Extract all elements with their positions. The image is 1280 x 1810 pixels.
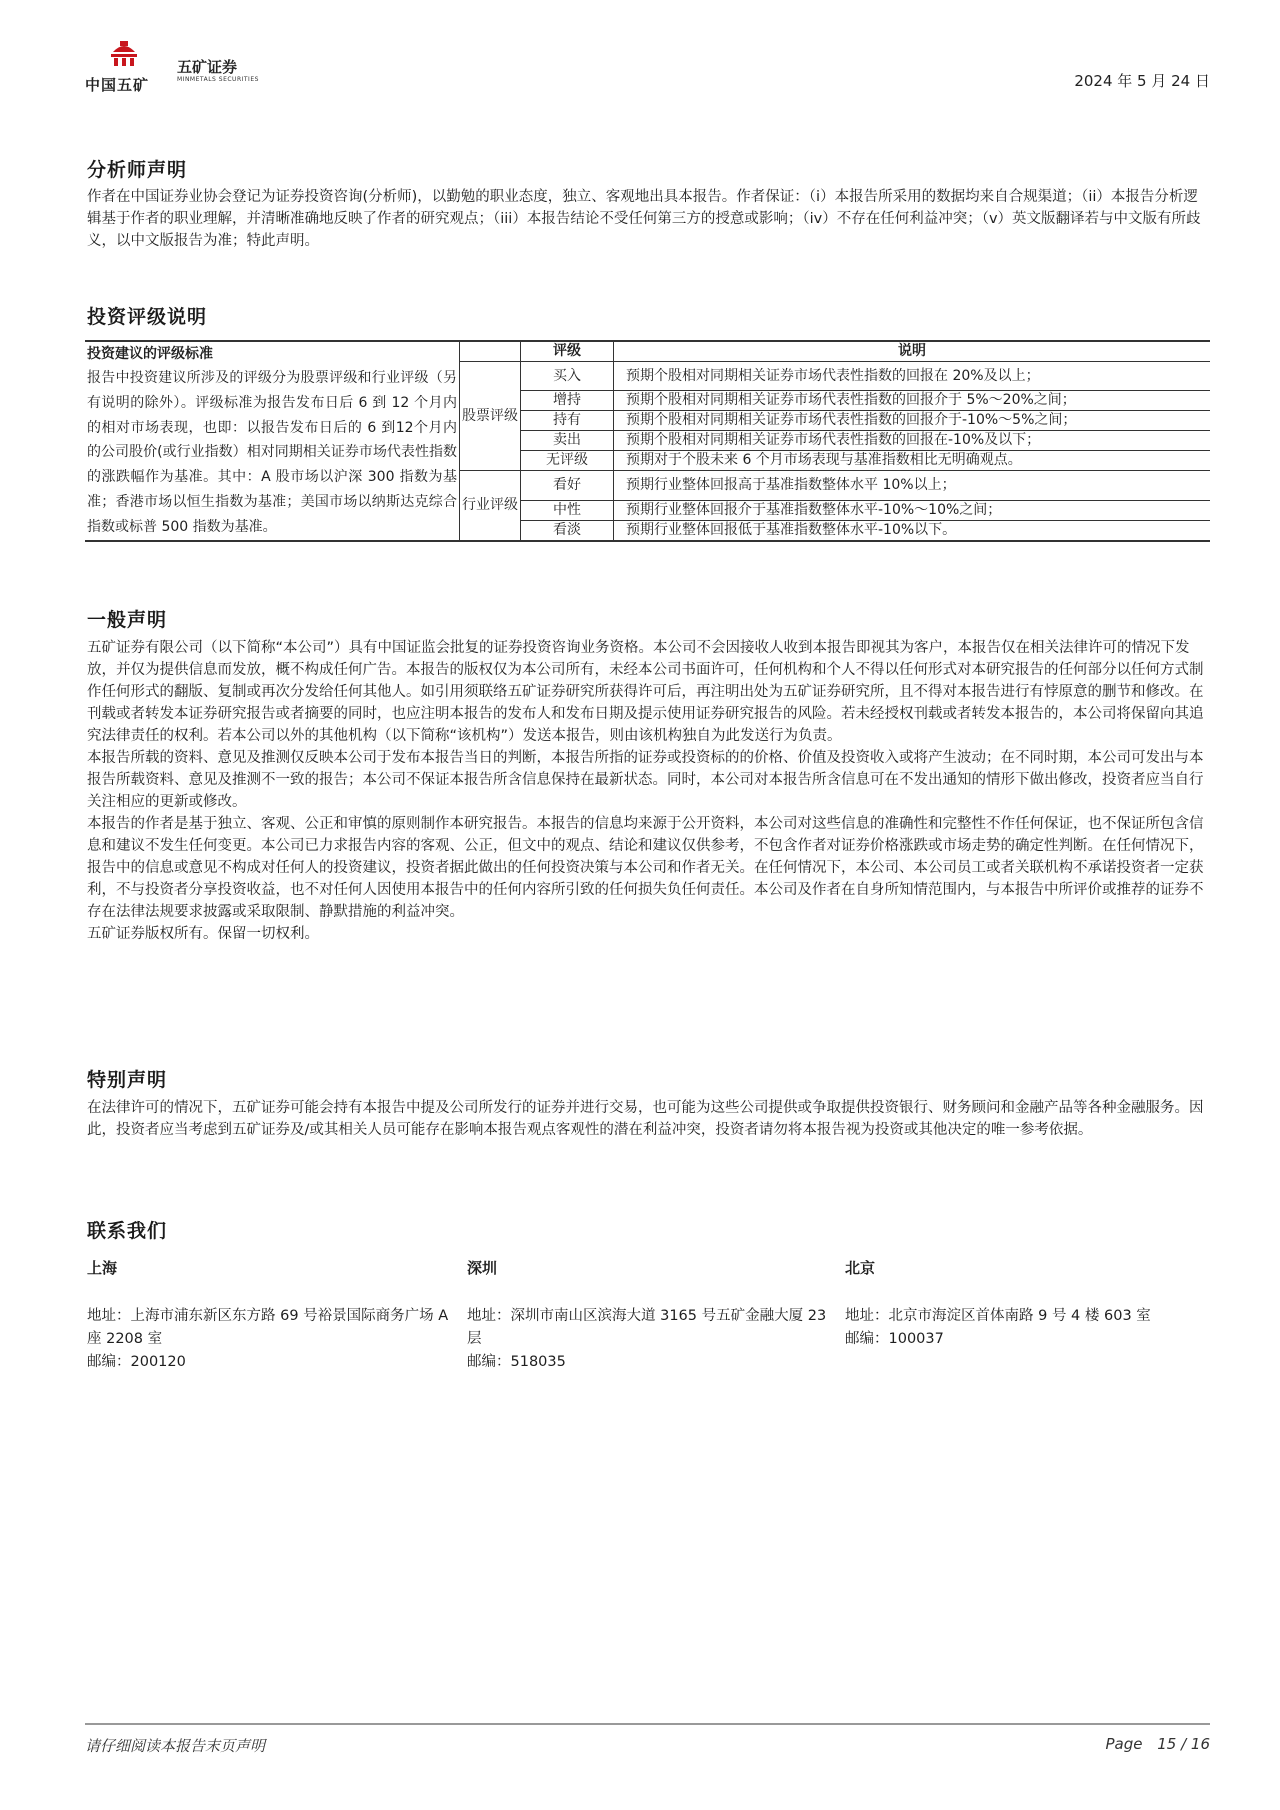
rating-standard-heading: 投资建议的评级标准 [87,346,213,362]
general-statement-title: 一般声明 [87,609,168,631]
rating-level: 增持 [521,391,614,411]
rating-description: 预期个股相对同期相关证券市场代表性指数的回报在-10%及以下； [614,431,1211,451]
rating-level: 持有 [521,411,614,431]
office-zip: 邮编：518035 [467,1354,566,1370]
rating-standard-body: 报告中投资建议所涉及的评级分为股票评级和行业评级（另有说明的除外）。评级标准为报告发布日后 6 到 12 个月内的相对市场表现，也即：以报告发布日后的 6 到12个月内的公司股价(或行业指数）相对同期相关证券市场代表性指数的涨跌幅作为基准。其中：A 股市场以沪深 300 指数为基准；香港市场以恒生指数为基准；美国市场以纳斯达克综合指数或标普 500 指数为基准。 [87,370,457,535]
footer-divider [85,1723,1210,1725]
office-zip: 邮编：100037 [845,1331,944,1347]
page-header [85,38,1210,108]
rating-description: 预期个股相对同期相关证券市场代表性指数的回报介于-10%～5%之间； [614,411,1211,431]
office-address: 地址：北京市海淀区首体南路 9 号 4 楼 603 室 [845,1308,1151,1324]
logo-subtitle: MINMETALS SECURITIES [177,76,259,83]
category-header [460,341,521,362]
level-header: 评级 [521,341,614,362]
office-zip: 邮编：200120 [87,1354,186,1370]
rating-level: 中性 [521,500,614,520]
general-paragraph: 本报告所载的资料、意见及推测仅反映本公司于发布本报告当日的判断，本报告所指的证券或投资标的的价格、价值及投资收入或将产生波动；在不同时期，本公司可发出与本报告所载资料、意见及推测不一致的报告；本公司不保证本报告所含信息保持在最新状态。同时，本公司对本报告所含信息可在不发出通知的情形下做出修改，投资者应当自行关注相应的更新或修改。 [87,750,1204,810]
logo-text-cn: 中国五矿 [85,76,150,94]
industry-rating-label: 行业评级 [460,471,521,541]
office-address: 地址：深圳市南山区滨海大道 3165 号五矿金融大厦 23 层 [467,1308,827,1347]
footer-note: 请仔细阅读本报告末页声明 [85,1737,266,1755]
general-paragraph: 五矿证券版权所有。保留一切权利。 [87,926,319,942]
rating-description: 预期行业整体回报高于基准指数整体水平 10%以上； [614,471,1211,500]
analyst-statement-title: 分析师声明 [87,159,188,181]
rating-standard-cell [85,341,460,541]
special-statement-text: 在法律许可的情况下，五矿证券可能会持有本报告中提及公司所发行的证券并进行交易，也可能为这些公司提供或争取提供投资银行、财务顾问和金融产品等各种金融服务。因此，投资者应当考虑到五矿证券及/或其相关人员可能存在影响本报告观点客观性的潜在利益冲突，投资者请勿将本报告视为投资或其他决定的唯一参考依据。 [87,1100,1204,1138]
page-number [1095,1735,1210,1753]
office-city: 北京 [845,1259,876,1277]
page-label: Page [1105,1735,1143,1753]
rating-description: 预期个股相对同期相关证券市场代表性指数的回报介于 5%～20%之间； [614,391,1211,411]
description-header: 说明 [614,341,1211,362]
general-statement-text [87,637,1207,945]
rating-description: 预期行业整体回报介于基准指数整体水平-10%～10%之间； [614,500,1211,520]
office-beijing [845,1257,1210,1351]
rating-table [85,340,1210,542]
office-address: 地址：上海市浦东新区东方路 69 号裕景国际商务广场 A 座 2208 室 [87,1308,449,1347]
stock-rating-label: 股票评级 [460,362,521,471]
rating-description: 预期对于个股未来 6 个月市场表现与基准指数相比无明确观点。 [614,451,1211,471]
report-date: 2024 年 5 月 24 日 [1074,72,1210,90]
special-statement-title: 特别声明 [87,1069,168,1091]
rating-level: 看淡 [521,520,614,541]
company-logo [85,38,285,100]
office-city: 上海 [87,1259,118,1277]
minmetals-emblem-icon [107,38,141,68]
office-shanghai [87,1257,457,1374]
office-city: 深圳 [467,1259,498,1277]
rating-description: 预期行业整体回报低于基准指数整体水平-10%以下。 [614,520,1211,541]
logo-brand: 五矿证券 [177,58,238,76]
general-paragraph: 本报告的作者是基于独立、客观、公正和审慎的原则制作本研究报告。本报告的信息均来源于公开资料，本公司对这些信息的准确性和完整性不作任何保证，也不保证所包含信息和建议不发生任何变更。本公司已力求报告内容的客观、公正，但文中的观点、结论和建议仅供参考，不包含作者对证券价格涨跌或市场走势的确定性判断。在任何情况下，报告中的信息或意见不构成对任何人的投资建议，投资者据此做出的任何投资决策与本公司和作者无关。在任何情况下，本公司、本公司员工或者关联机构不承诺投资者一定获利，不与投资者分享投资收益，也不对任何人因使用本报告中的任何内容所引致的任何损失负任何责任。本公司及作者在自身所知情范围内，与本报告中所评价或推荐的证券不存在法律法规要求披露或采取限制、静默措施的利益冲突。 [87,816,1204,920]
rating-level: 卖出 [521,431,614,451]
page-count: 15 / 16 [1157,1735,1210,1753]
rating-title: 投资评级说明 [87,306,208,328]
rating-level: 买入 [521,362,614,391]
rating-level: 看好 [521,471,614,500]
rating-description: 预期个股相对同期相关证券市场代表性指数的回报在 20%及以上； [614,362,1211,391]
analyst-statement-text: 作者在中国证券业协会登记为证券投资咨询(分析师)，以勤勉的职业态度，独立、客观地出具本报告。作者保证：（i）本报告所采用的数据均来自合规渠道；（ii）本报告分析逻辑基于作者的职业理解，并清晰准确地反映了作者的研究观点；（iii）本报告结论不受任何第三方的授意或影响；（iv）不存在任何利益冲突；（v）英文版翻译若与中文版有所歧义，以中文版报告为准；特此声明。 [87,189,1201,249]
general-paragraph: 五矿证券有限公司（以下简称“本公司”）具有中国证监会批复的证券投资咨询业务资格。本公司不会因接收人收到本报告即视其为客户，本报告仅在相关法律许可的情况下发放，并仅为提供信息而发放，概不构成任何广告。本报告的版权仅为本公司所有，未经本公司书面许可，任何机构和个人不得以任何形式对本研究报告的任何部分以任何方式制作任何形式的翻版、复制或再次分发给任何其他人。如引用须联络五矿证券研究所获得许可后，再注明出处为五矿证券研究所，且不得对本报告进行有悖原意的删节和修改。在刊载或者转发本证券研究报告或者摘要的同时，也应注明本报告的发布人和发布日期及提示使用证券研究报告的风险。若未经授权刊载或者转发本报告的，本公司将保留向其追究法律责任的权利。若本公司以外的其他机构（以下简称“该机构”）发送本报告，则由该机构独自为此发送行为负责。 [87,640,1204,744]
contact-title: 联系我们 [87,1220,168,1242]
office-shenzhen [467,1257,832,1374]
rating-level: 无评级 [521,451,614,471]
